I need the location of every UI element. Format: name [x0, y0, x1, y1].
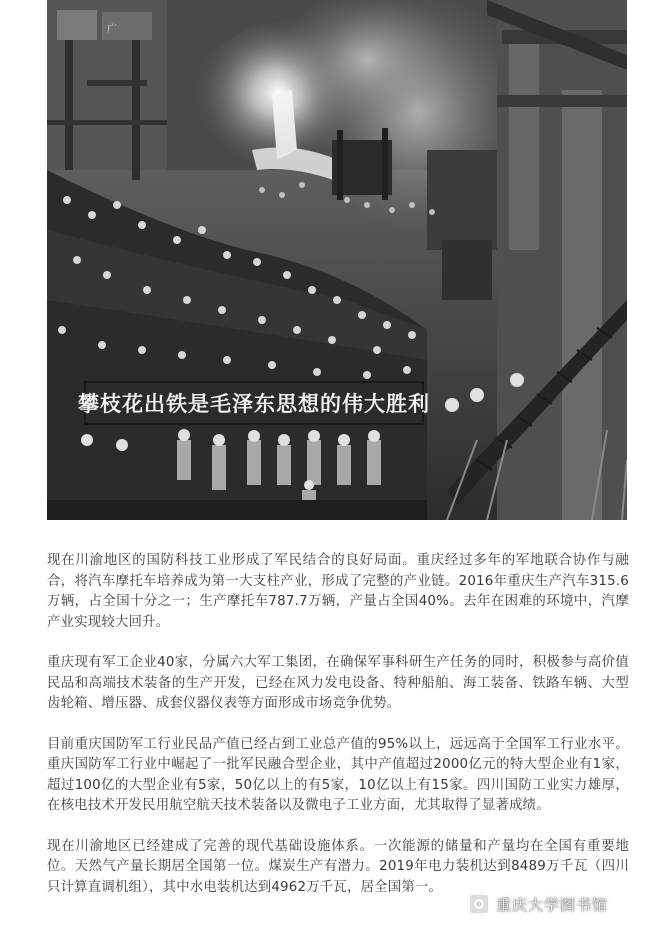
paragraph-civil-output: 目前重庆国防军工行业民品产值已经占到工业总产值的95%以上，远远高于全国军工行业水平。重庆国防军工行业中崛起了一批军民融合型企业，其中产值超过2000亿元的特大型企业有1家，超过100亿的大型企业有5家，50亿以上的有5家，10亿以上有15家。四川国防工业实力雄厚，在核电技术开发民用航空航天技术装备以及微电子工业方面，尤其取得了显著成绩。 — [47, 736, 629, 813]
concrete-pillar — [562, 90, 602, 520]
banner-text: 攀枝花出铁是毛泽东思想的伟大胜利 — [78, 391, 430, 416]
concrete-pillar — [509, 40, 539, 250]
historical-photo — [47, 0, 627, 520]
article-body — [47, 551, 629, 918]
paragraph-military-enterprises: 重庆现有军工企业40家，分属六大军工集团，在确保军事科研生产任务的同时，积极参与高价值民品和高端技术装备的生产开发，已经在风力发电设备、特种船舶、海工装备、铁路车辆、大型齿轮箱、增压器、成套仪器仪表等方面形成市场竞争优势。 — [47, 655, 629, 711]
watermark-text: 重庆大学图书馆 — [496, 895, 609, 914]
watermark — [468, 889, 628, 919]
paragraph-military-civil-integration: 现在川渝地区的国防科技工业形成了军民结合的良好局面。重庆经过多年的军地联合协作与融合，将汽车摩托车培养成为第一大支柱产业，形成了完整的产业链。2016年重庆生产汽车315.6万辆，占全国十分之一；生产摩托车787.7万辆，产量占全国40%。去年在困难的环境中，汽摩产业实现较大回升。 — [47, 553, 629, 630]
library-logo-icon — [468, 893, 490, 915]
factory-sign: 广 — [107, 24, 117, 35]
paragraph-infrastructure: 现在川渝地区已经建成了完善的现代基础设施体系。一次能源的储量和产量均在全国有重要地位。天然气产量长期居全国第一位。煤炭生产有潜力。2019年电力装机达到8489万千瓦（四川只计算直调机组），其中水电装机达到4962万千瓦，居全国第一。 — [47, 838, 629, 895]
